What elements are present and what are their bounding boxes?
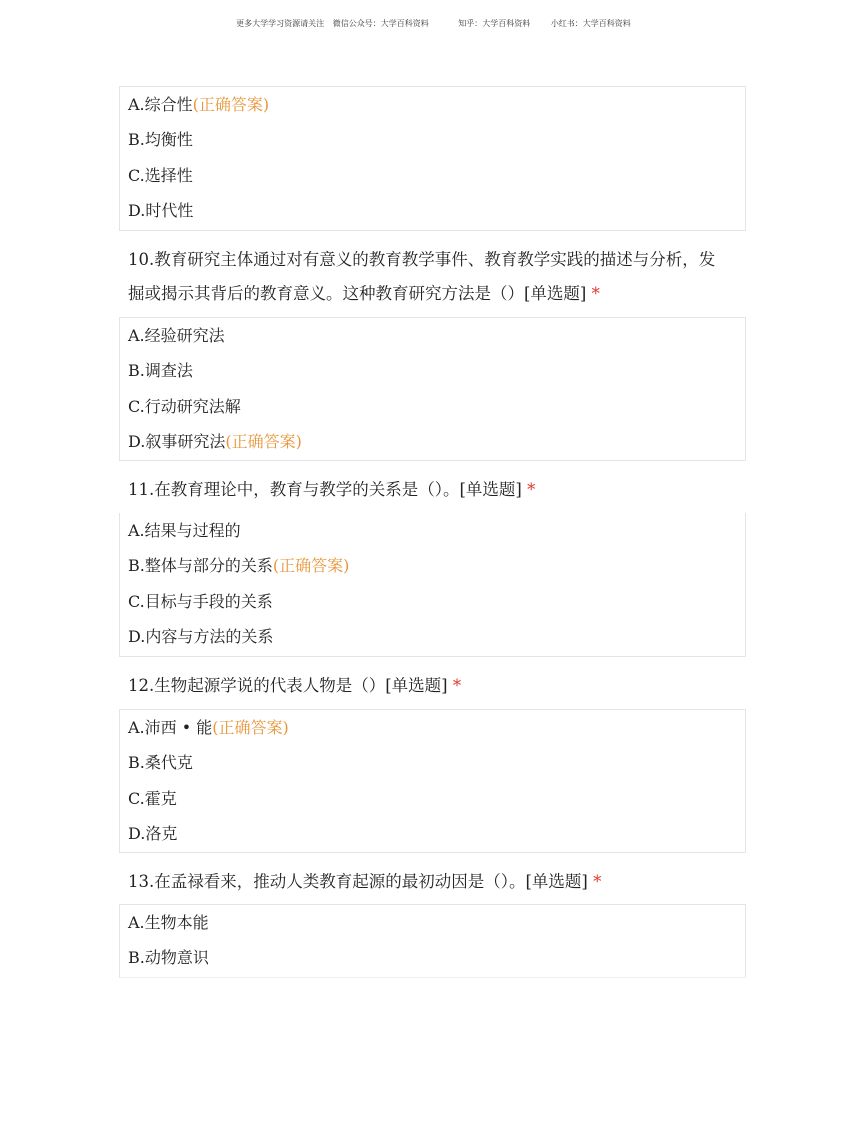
question-type: [单选题]	[524, 284, 587, 303]
page-header	[0, 18, 867, 29]
required-mark: *	[452, 676, 462, 695]
option-c[interactable]	[120, 590, 745, 625]
question-text: 12.生物起源学说的代表人物是（）	[128, 676, 386, 695]
q11-options	[119, 513, 746, 657]
option-label: D.洛克	[128, 824, 178, 844]
header-text-wechat: 微信公众号：大学百科资料	[332, 19, 429, 28]
header-text-zhihu: 知乎：大学百科资料	[458, 19, 531, 28]
q13-options	[119, 904, 746, 978]
correct-answer-tag: (正确答案)	[192, 95, 270, 114]
question-12	[128, 669, 738, 703]
required-mark: *	[527, 480, 536, 499]
divider	[119, 977, 746, 978]
correct-answer-tag: (正确答案)	[272, 556, 350, 576]
question-11	[128, 473, 738, 507]
option-c[interactable]	[120, 787, 745, 822]
option-c[interactable]	[120, 164, 745, 199]
option-a[interactable]	[120, 911, 745, 946]
required-mark: *	[593, 872, 602, 891]
option-label: D.叙事研究法	[128, 432, 226, 452]
header-text-xiaohongshu: 小红书：大学百科资料	[550, 19, 631, 28]
option-b[interactable]	[120, 128, 745, 163]
option-d[interactable]	[120, 199, 745, 234]
q9-options	[119, 86, 746, 231]
question-text: 掘或揭示其背后的教育意义。这种教育研究方法是（）	[128, 284, 524, 303]
option-b[interactable]	[120, 554, 745, 589]
option-label: D.内容与方法的关系	[128, 627, 274, 647]
option-label: C.选择性	[128, 165, 193, 185]
correct-answer-tag: (正确答案)	[225, 432, 302, 452]
option-label: D.时代性	[128, 201, 194, 221]
option-label: B.桑代克	[128, 753, 193, 773]
correct-answer-tag: (正确答案)	[212, 718, 289, 737]
question-13	[128, 865, 738, 899]
option-d[interactable]	[120, 625, 745, 660]
option-a[interactable]	[120, 93, 745, 128]
option-c[interactable]	[120, 395, 745, 430]
header-text-resources: 更多大学学习资源请关注	[236, 19, 325, 28]
option-a[interactable]	[120, 324, 745, 359]
option-d[interactable]	[120, 822, 745, 857]
question-type: [单选题]	[385, 676, 448, 695]
option-label: A.经验研究法	[128, 326, 225, 345]
q12-options	[119, 709, 746, 853]
question-text-line1: 10.教育研究主体通过对有意义的教育教学事件、教育教学实践的描述与分析，发	[128, 250, 716, 269]
option-label: C.霍克	[128, 788, 177, 808]
option-b[interactable]	[120, 751, 745, 786]
question-text: 13.在孟禄看来，推动人类教育起源的最初动因是（）。	[128, 872, 526, 891]
option-label: C.行动研究法解	[128, 396, 241, 416]
option-a[interactable]	[120, 519, 745, 554]
option-b[interactable]	[120, 359, 745, 394]
option-label: A.沛西 • 能	[128, 718, 213, 737]
option-label: B.整体与部分的关系	[128, 556, 273, 576]
option-label: C.目标与手段的关系	[128, 591, 273, 611]
question-type: [单选题]	[459, 480, 522, 499]
option-label: B.动物意识	[128, 948, 209, 968]
option-d[interactable]	[120, 430, 745, 465]
option-label: A.综合性	[128, 95, 193, 114]
option-label: A.结果与过程的	[128, 521, 241, 540]
q10-options	[119, 317, 746, 461]
question-text: 11.在教育理论中，教育与教学的关系是（）。	[128, 480, 460, 499]
required-mark: *	[591, 284, 600, 303]
question-text-line2	[128, 277, 738, 311]
question-10	[128, 243, 738, 311]
option-a[interactable]	[120, 716, 745, 751]
question-type: [单选题]	[525, 872, 588, 891]
option-label: B.调查法	[128, 361, 193, 381]
option-label: B.均衡性	[128, 130, 193, 150]
option-label: A.生物本能	[128, 913, 209, 932]
